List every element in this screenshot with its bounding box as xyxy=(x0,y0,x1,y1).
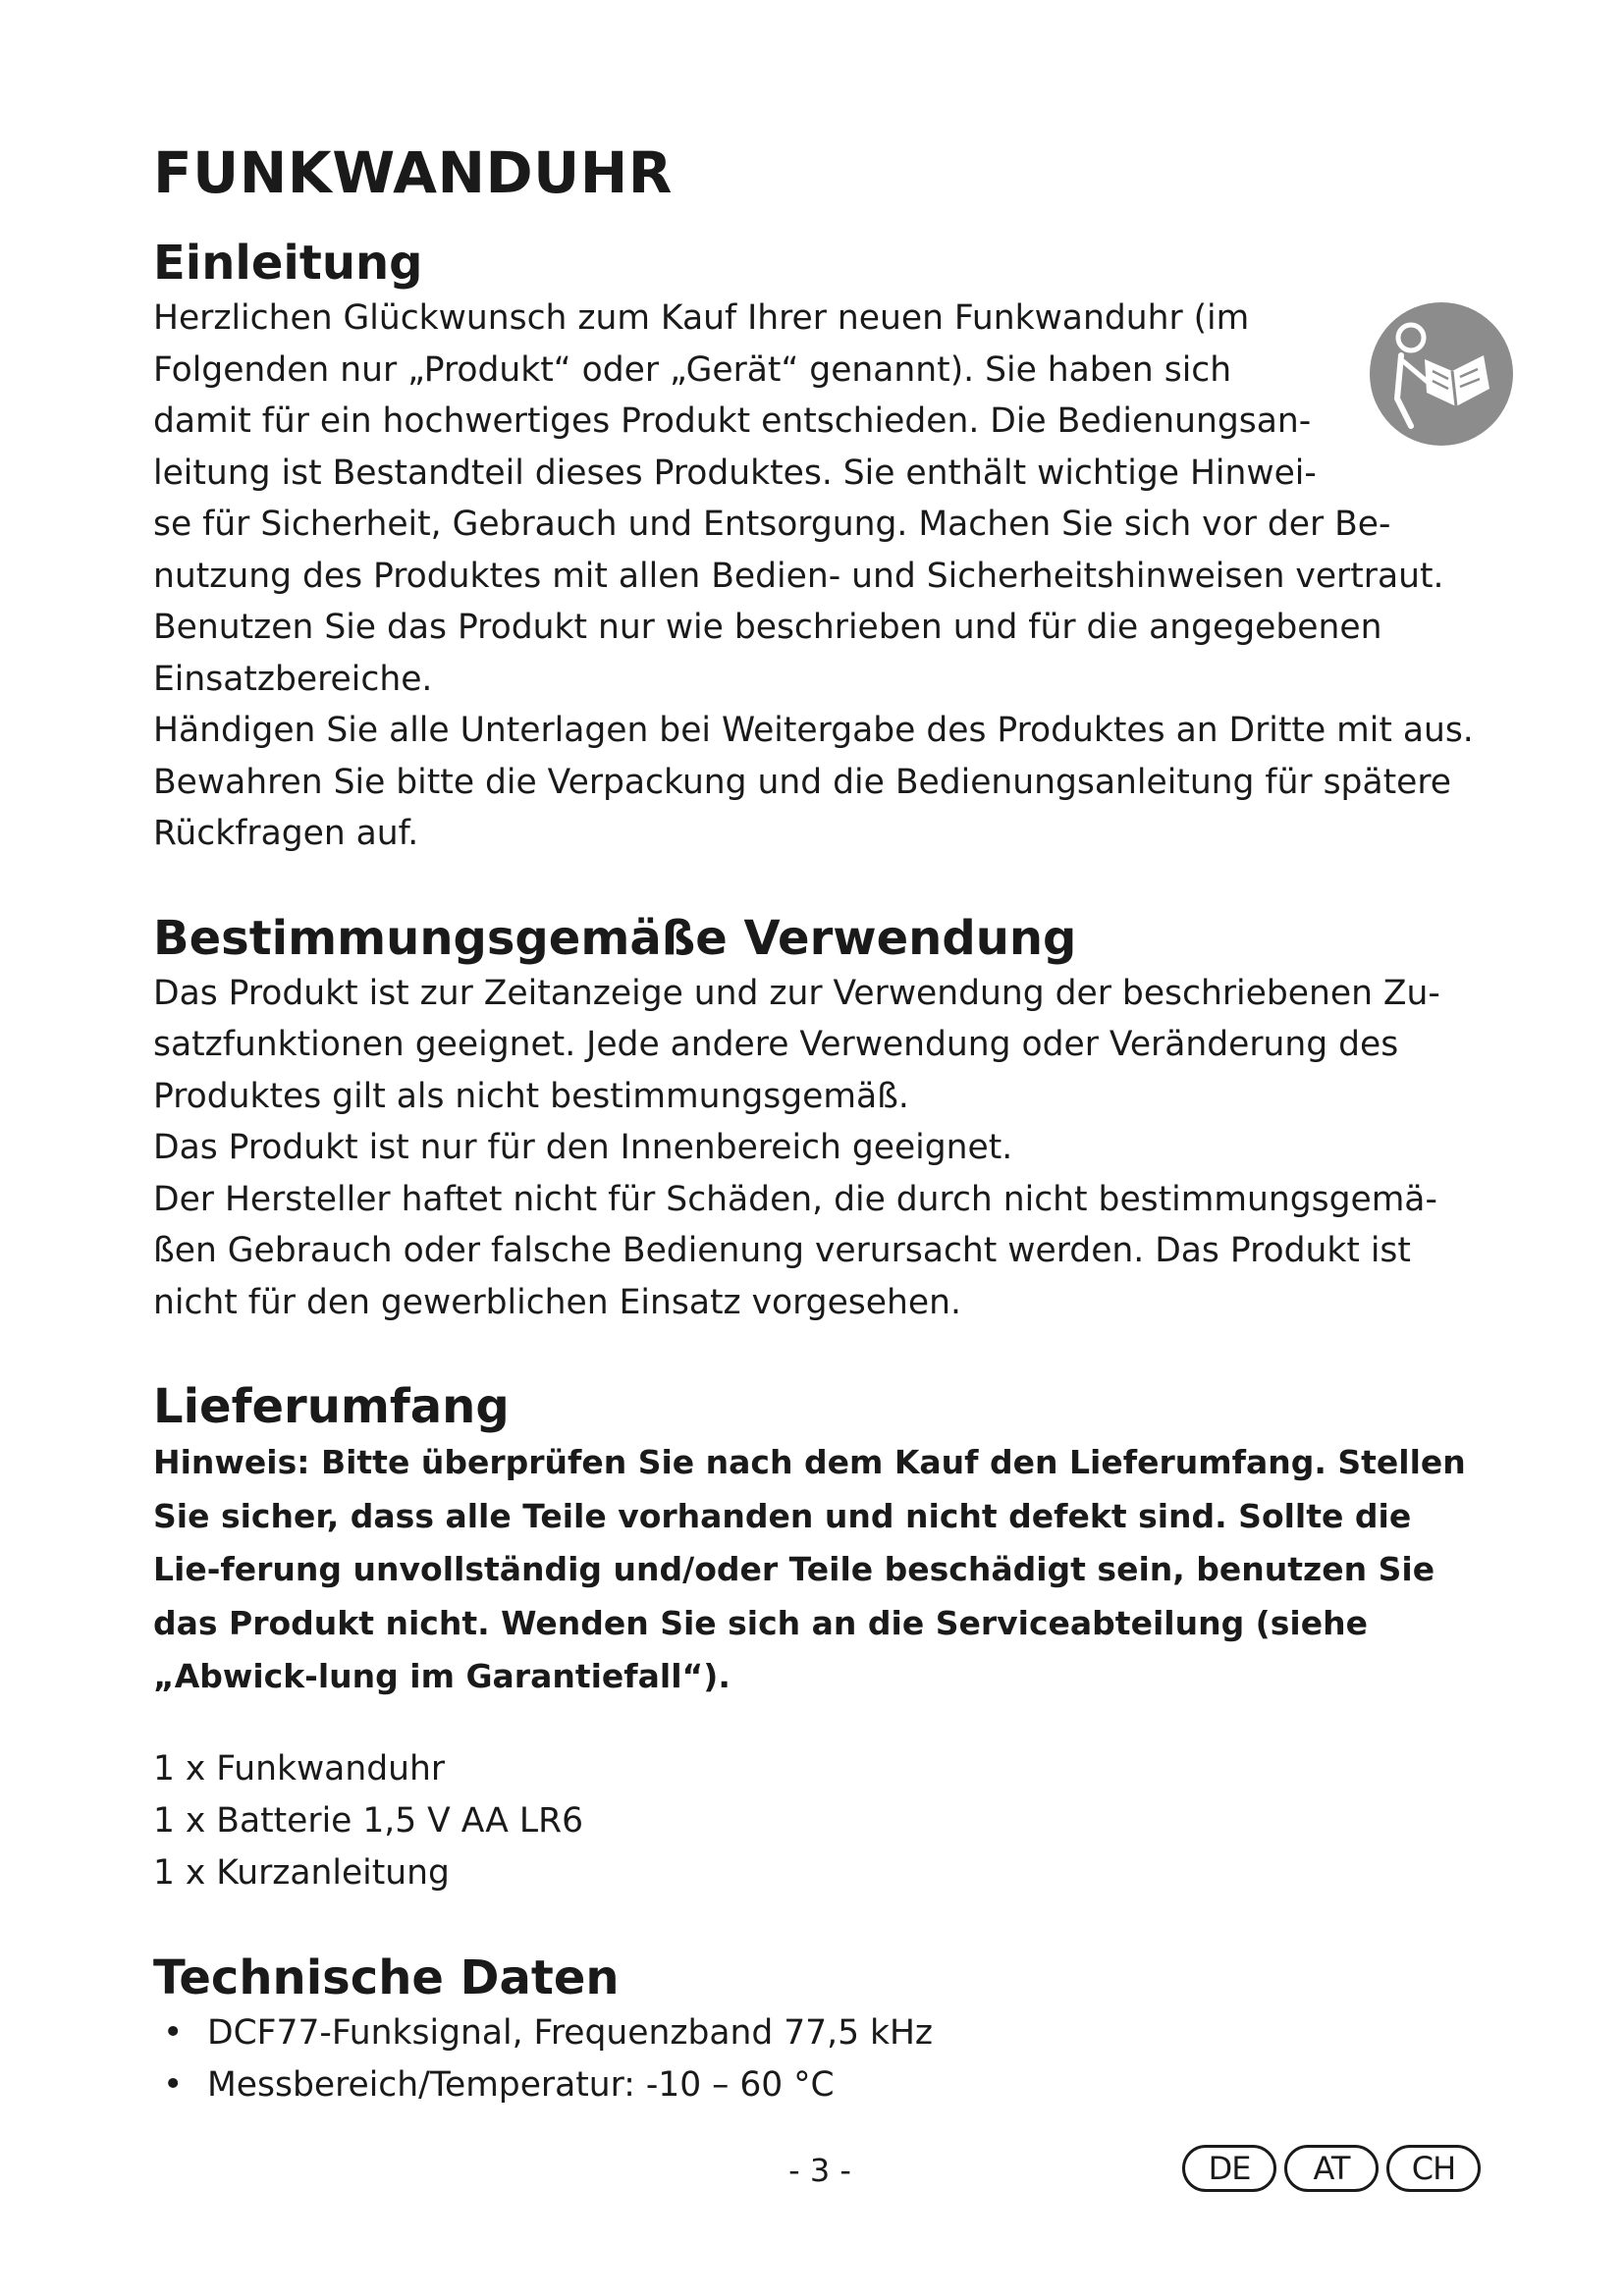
note-text: Bitte überprüfen Sie nach dem Kauf den Lieferumfang. Stellen Sie sicher, dass alle Teile vorhanden und nicht defekt sind. Sollte die Lie-ferung unvollständig und/oder Teile beschädigt sein, benutzen Sie das Produkt nicht. Wenden Sie sich an die Serviceabteilung (siehe „Abwick-lung im Garantiefall“). xyxy=(153,1443,1466,1695)
list-item xyxy=(153,2007,1489,2059)
verwendung-paragraph-3: Der Hersteller haftet nicht für Schäden, die durch nicht bestimmungsgemä-ßen Gebrauch oder falsche Bedienung verursacht werden. Das Produkt ist nicht für den gewerblichen Einsatz vorgesehen. xyxy=(153,1179,1437,1322)
lieferumfang-list xyxy=(153,1743,1489,1899)
list-item-text: DCF77-Funksignal, Frequenzband 77,5 kHz xyxy=(207,2012,934,2053)
page-title: FUNKWANDUHR xyxy=(153,139,673,206)
country-code-ch: CH xyxy=(1386,2145,1481,2192)
verwendung-paragraph-1: Das Produkt ist zur Zeitanzeige und zur Verwendung der beschriebenen Zu-satzfunktionen geeignet. Jede andere Verwendung oder Veränderung des Produktes gilt als nicht bestimmungsgemäß. xyxy=(153,973,1440,1116)
section-heading-einleitung: Einleitung xyxy=(153,236,423,291)
list-item: 1 x Funkwanduhr xyxy=(153,1748,446,1789)
technische-daten-list xyxy=(153,2007,1489,2111)
bullet-icon: • xyxy=(163,2064,184,2105)
list-item: 1 x Batterie 1,5 V AA LR6 xyxy=(153,1800,584,1841)
page-footer xyxy=(0,2145,1624,2204)
section-heading-technische-daten: Technische Daten xyxy=(153,1949,620,2005)
einleitung-paragraph-2: Händigen Sie alle Unterlagen bei Weitergabe des Produktes an Dritte mit aus. Bewahren Sie bitte die Verpackung und die Bedienungsanleitung für spätere Rückfragen auf. xyxy=(153,711,1474,853)
country-codes xyxy=(1182,2145,1481,2192)
verwendung-paragraph-2: Das Produkt ist nur für den Innenbereich geeignet. xyxy=(153,1128,1013,1167)
einleitung-line-2: Folgenden nur „Produkt“ oder „Gerät“ genannt). Sie haben sich xyxy=(153,349,1232,390)
list-item-text: Messbereich/Temperatur: -10 – 60 °C xyxy=(207,2064,835,2105)
einleitung-paragraph-1-rest: se für Sicherheit, Gebrauch und Entsorgung. Machen Sie sich vor der Be-nutzung des Produktes mit allen Bedien- und Sicherheitshinweisen vertraut. Benutzen Sie das Produkt nur wie beschrieben und für die angegebenen Einsatzbereiche. xyxy=(153,505,1444,699)
section-heading-lieferumfang: Lieferumfang xyxy=(153,1379,510,1434)
read-manual-icon xyxy=(1368,300,1515,448)
country-code-de: DE xyxy=(1182,2145,1276,2192)
einleitung-line-4: leitung ist Bestandteil dieses Produktes. Sie enthält wichtige Hinwei- xyxy=(153,453,1317,493)
einleitung-body xyxy=(153,293,1489,860)
einleitung-paragraph-1-start xyxy=(153,293,1331,499)
lieferumfang-note xyxy=(153,1436,1489,1704)
bullet-icon: • xyxy=(163,2012,184,2053)
manual-page xyxy=(153,137,1489,2111)
note-label: Hinweis: xyxy=(153,1443,310,1481)
country-code-at: AT xyxy=(1284,2145,1379,2192)
page-number: - 3 - xyxy=(788,2152,851,2189)
einleitung-line-3: damit für ein hochwertiges Produkt entschieden. Die Bedienungsan- xyxy=(153,401,1312,441)
einleitung-line-1: Herzlichen Glückwunsch zum Kauf Ihrer neuen Funkwanduhr (im xyxy=(153,298,1250,338)
list-item: 1 x Kurzanleitung xyxy=(153,1852,450,1893)
section-heading-verwendung: Bestimmungsgemäße Verwendung xyxy=(153,910,1077,966)
list-item xyxy=(153,2059,1489,2111)
